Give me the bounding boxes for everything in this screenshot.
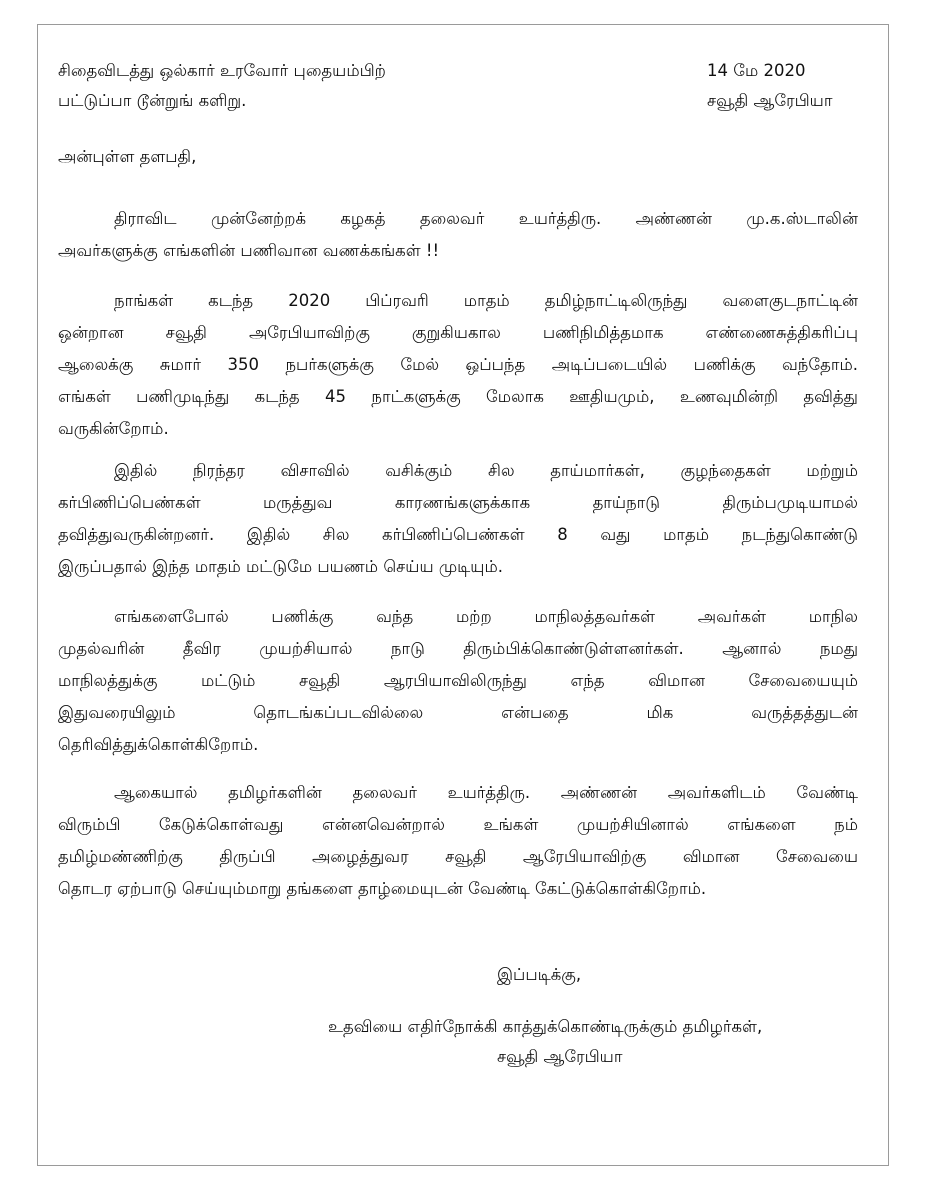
signature-line-1: உதவியை எதிர்நோக்கி காத்துக்கொண்டிருக்கும் தமிழர்கள், <box>328 1017 763 1036</box>
paragraph-line: ஆலைக்கு சுமார் 350 நபர்களுக்கு மேல் ஒப்பந்த அடிப்படையில் பணிக்கு வந்தோம். <box>58 355 858 374</box>
poem-line-1: சிதைவிடத்து ஒல்கார் உரவோர் புதையம்பிற் <box>58 61 386 80</box>
paragraph-line: இருப்பதால் இந்த மாதம் மட்டுமே பயணம் செய்ய முடியும். <box>58 557 503 576</box>
paragraph-line: எங்கள் பணிமுடிந்து கடந்த 45 நாட்களுக்கு மேலாக ஊதியமும், உணவுமின்றி தவித்து <box>58 387 858 406</box>
poem-line-2: பட்டுப்பா டூன்றுங் களிறு. <box>58 91 247 110</box>
paragraph-line: வருகின்றோம். <box>58 419 169 438</box>
paragraph-line: நாங்கள் கடந்த 2020 பிப்ரவரி மாதம் தமிழ்நாட்டிலிருந்து வளைகுடநாட்டின் <box>114 291 858 310</box>
paragraph-line: விரும்பி கேடுக்கொள்வது என்னவென்றால் உங்கள் முயற்சியினால் எங்களை நம் <box>58 815 858 834</box>
paragraph-line: தவித்துவருகின்றனர். இதில் சில கர்பிணிப்பெண்கள் 8 வது மாதம் நடந்துகொண்டு <box>58 525 858 544</box>
paragraph-line: ஒன்றான சவூதி அரேபியாவிற்கு குறுகியகால பணிநிமித்தமாக எண்ணைசுத்திகரிப்பு <box>58 323 858 342</box>
paragraph-1 <box>58 203 858 267</box>
paragraph-line: தமிழ்மண்ணிற்கு திருப்பி அழைத்துவர சவூதி ஆரேபியாவிற்கு விமான சேவையை <box>58 847 858 866</box>
letter-page <box>37 24 889 1166</box>
paragraph-line: திராவிட முன்னேற்றக் கழகத் தலைவர் உயர்த்திரு. அண்ணன் மு.க.ஸ்டாலின் <box>114 209 858 228</box>
letter-date: 14 மே 2020 <box>707 61 806 80</box>
paragraph-line: மாநிலத்துக்கு மட்டும் சவூதி ஆரபியாவிலிருந்து எந்த விமான சேவையையும் <box>58 671 858 690</box>
paragraph-2 <box>58 285 858 445</box>
salutation: அன்புள்ள தளபதி, <box>58 147 197 166</box>
paragraph-line: கர்பிணிப்பெண்கள் மருத்துவ காரணங்களுக்காக தாய்நாடு திரும்பமுடியாமல் <box>58 493 858 512</box>
paragraph-4 <box>58 601 858 761</box>
letter-place: சவூதி ஆரேபியா <box>707 91 833 110</box>
paragraph-3 <box>58 455 858 583</box>
paragraph-5 <box>58 777 858 905</box>
signature-line-2: சவூதி ஆரேபியா <box>497 1047 623 1066</box>
closing: இப்படிக்கு, <box>497 965 582 984</box>
paragraph-line: எங்களைபோல் பணிக்கு வந்த மற்ற மாநிலத்தவர்கள் அவர்கள் மாநில <box>114 607 858 626</box>
paragraph-line: ஆகையால் தமிழர்களின் தலைவர் உயர்த்திரு. அண்ணன் அவர்களிடம் வேண்டி <box>114 783 858 802</box>
paragraph-line: தெரிவித்துக்கொள்கிறோம். <box>58 735 259 754</box>
paragraph-line: இதுவரையிலும் தொடங்கப்படவில்லை என்பதை மிக வருத்தத்துடன் <box>58 703 858 722</box>
paragraph-line: முதல்வரின் தீவிர முயற்சியால் நாடு திரும்பிக்கொண்டுள்ளனர்கள். ஆனால் நமது <box>58 639 858 658</box>
paragraph-line: தொடர ஏற்பாடு செய்யும்மாறு தங்களை தாழ்மையுடன் வேண்டி கேட்டுக்கொள்கிறோம். <box>58 879 707 898</box>
paragraph-line: அவர்களுக்கு எங்களின் பணிவான வணக்கங்கள் !! <box>58 241 440 260</box>
paragraph-line: இதில் நிரந்தர விசாவில் வசிக்கும் சில தாய்மார்கள், குழந்தைகள் மற்றும் <box>114 461 858 480</box>
